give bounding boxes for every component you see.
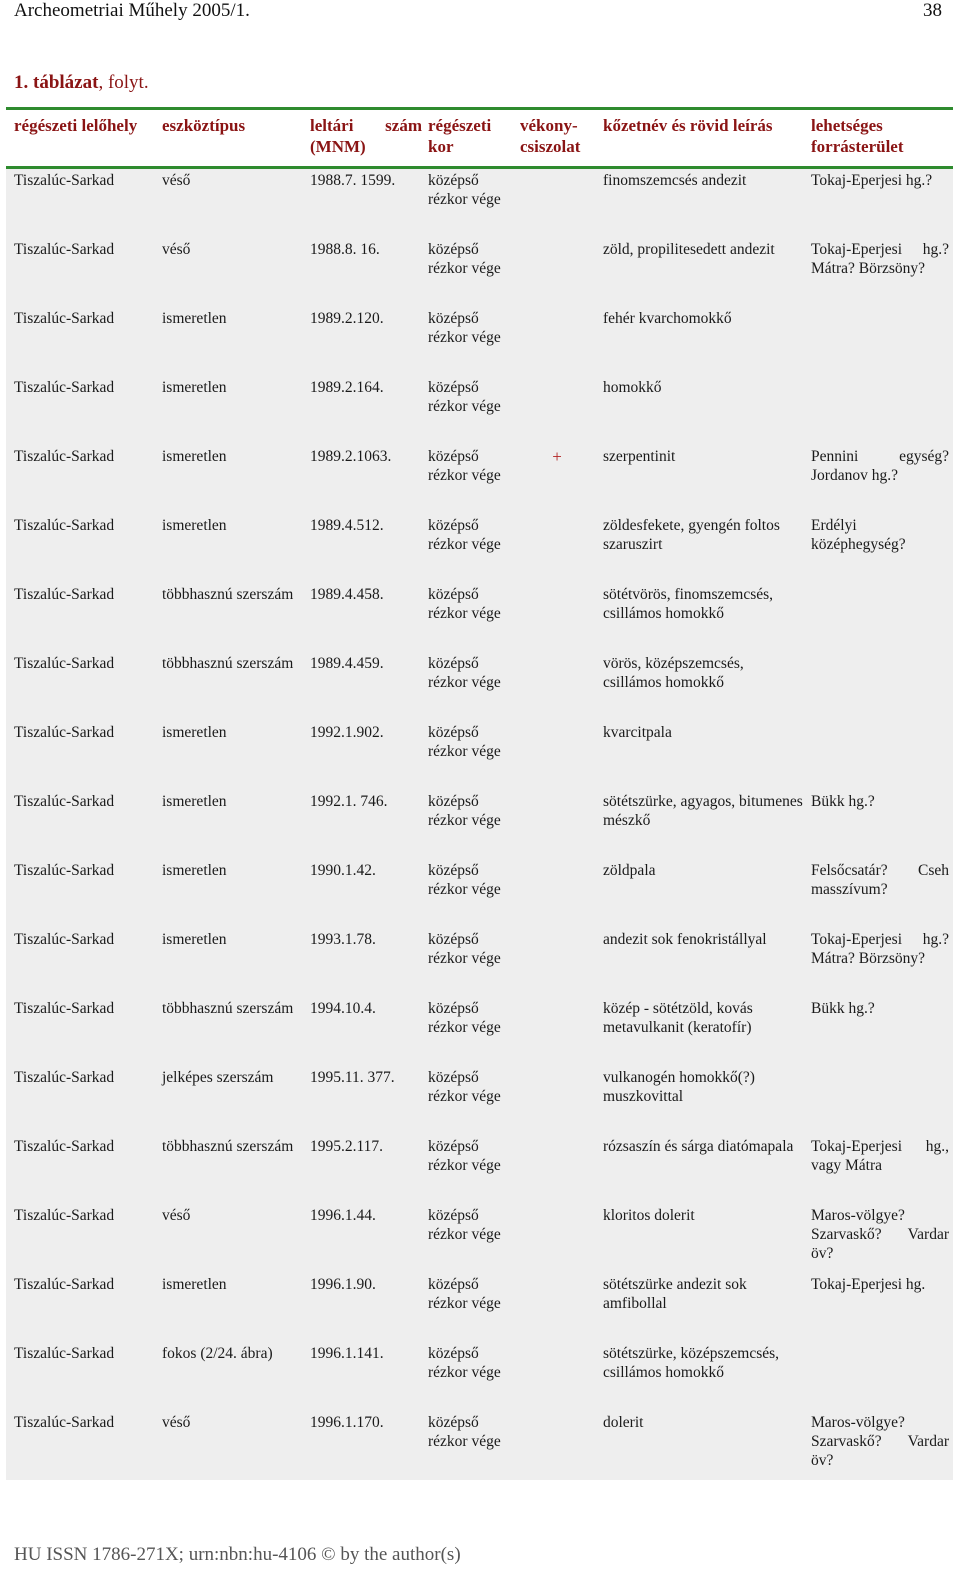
cell-source: Felsőcsatár? Cseh masszívum? bbox=[811, 862, 949, 898]
cell-period: középső rézkor vége bbox=[428, 310, 501, 346]
cell-source: Maros-völgye? Szarvaskő? Vardar öv? bbox=[811, 1414, 949, 1469]
cell-site: Tiszalúc-Sarkad bbox=[14, 586, 115, 603]
table-row bbox=[6, 721, 953, 790]
table-row bbox=[6, 1342, 953, 1411]
cell-period: középső rézkor vége bbox=[428, 862, 501, 898]
cell-rock: sötétvörös, finomszemcsés, csillámos homokkő bbox=[603, 586, 774, 622]
cell-site: Tiszalúc-Sarkad bbox=[14, 1414, 115, 1431]
cell-site: Tiszalúc-Sarkad bbox=[14, 379, 115, 396]
cell-site: Tiszalúc-Sarkad bbox=[14, 724, 115, 741]
cell-rock: sötétszürke, középszemcsés, csillámos homokkő bbox=[603, 1345, 780, 1381]
cell-period: középső rézkor vége bbox=[428, 379, 501, 415]
cell-inventory: 1988.8. 16. bbox=[310, 241, 380, 258]
cell-inventory: 1993.1.78. bbox=[310, 931, 376, 948]
cell-source: Tokaj-Eperjesi hg.? Mátra? Börzsöny? bbox=[811, 931, 949, 967]
cell-rock: homokkő bbox=[603, 379, 662, 396]
table-row bbox=[6, 514, 953, 583]
cell-rock: sötétszürke andezit sok amfibollal bbox=[603, 1276, 747, 1312]
cell-inventory: 1989.4.512. bbox=[310, 517, 384, 534]
cell-rock: kvarcitpala bbox=[603, 724, 672, 741]
cell-source: Bükk hg.? bbox=[811, 793, 875, 810]
cell-rock: finomszemcsés andezit bbox=[603, 172, 747, 189]
table-row bbox=[6, 997, 953, 1066]
cell-site: Tiszalúc-Sarkad bbox=[14, 1345, 115, 1362]
cell-tool-type: ismeretlen bbox=[162, 931, 227, 948]
cell-inventory: 1996.1.90. bbox=[310, 1276, 376, 1293]
cell-rock: sötétszürke, agyagos, bitumenes mészkő bbox=[603, 793, 803, 829]
cell-period: középső rézkor vége bbox=[428, 931, 501, 967]
cell-site: Tiszalúc-Sarkad bbox=[14, 517, 115, 534]
cell-site: Tiszalúc-Sarkad bbox=[14, 448, 115, 465]
cell-period: középső rézkor vége bbox=[428, 655, 501, 691]
table-row bbox=[6, 1273, 953, 1342]
cell-tool-type: ismeretlen bbox=[162, 862, 227, 879]
header-tool-type: eszköztípus bbox=[162, 116, 246, 135]
cell-site: Tiszalúc-Sarkad bbox=[14, 862, 115, 879]
cell-period: középső rézkor vége bbox=[428, 1414, 501, 1450]
cell-site: Tiszalúc-Sarkad bbox=[14, 1276, 115, 1293]
cell-source: Tokaj-Eperjesi hg., vagy Mátra bbox=[811, 1138, 949, 1174]
page-number: 38 bbox=[923, 0, 942, 21]
cell-tool-type: véső bbox=[162, 172, 191, 189]
cell-period: középső rézkor vége bbox=[428, 241, 501, 277]
cell-site: Tiszalúc-Sarkad bbox=[14, 1138, 115, 1155]
cell-tool-type: véső bbox=[162, 241, 191, 258]
table-row bbox=[6, 307, 953, 376]
cell-inventory: 1989.2.1063. bbox=[310, 448, 392, 465]
cell-tool-type: fokos (2/24. ábra) bbox=[162, 1345, 273, 1362]
cell-thin-section: + bbox=[552, 447, 562, 466]
cell-inventory: 1995.11. 377. bbox=[310, 1069, 395, 1086]
page-footer: HU ISSN 1786-271X; urn:nbn:hu-4106 © by the author(s) bbox=[14, 1544, 461, 1565]
cell-period: középső rézkor vége bbox=[428, 724, 501, 760]
cell-period: középső rézkor vége bbox=[428, 517, 501, 553]
cell-site: Tiszalúc-Sarkad bbox=[14, 793, 115, 810]
cell-rock: fehér kvarchomokkő bbox=[603, 310, 732, 327]
table-row bbox=[6, 238, 953, 307]
cell-inventory: 1989.2.120. bbox=[310, 310, 384, 327]
table-body bbox=[6, 169, 953, 1480]
cell-source: Bükk hg.? bbox=[811, 1000, 875, 1017]
cell-inventory: 1996.1.44. bbox=[310, 1207, 376, 1224]
cell-source: Tokaj-Eperjesi hg.? Mátra? Börzsöny? bbox=[811, 241, 949, 277]
cell-site: Tiszalúc-Sarkad bbox=[14, 1000, 115, 1017]
cell-inventory: 1996.1.141. bbox=[310, 1345, 384, 1362]
cell-rock: rózsaszín és sárga diatómapala bbox=[603, 1138, 794, 1155]
cell-rock: dolerit bbox=[603, 1414, 644, 1431]
cell-inventory: 1989.2.164. bbox=[310, 379, 384, 396]
cell-period: középső rézkor vége bbox=[428, 1000, 501, 1036]
table-row bbox=[6, 445, 953, 514]
cell-rock: szerpentinit bbox=[603, 448, 676, 465]
cell-site: Tiszalúc-Sarkad bbox=[14, 1207, 115, 1224]
table-row bbox=[6, 376, 953, 445]
cell-rock: kloritos dolerit bbox=[603, 1207, 695, 1224]
cell-tool-type: ismeretlen bbox=[162, 724, 227, 741]
cell-site: Tiszalúc-Sarkad bbox=[14, 931, 115, 948]
cell-site: Tiszalúc-Sarkad bbox=[14, 1069, 115, 1086]
caption-continued: , folyt. bbox=[98, 72, 149, 93]
table-row bbox=[6, 1204, 953, 1273]
cell-inventory: 1996.1.170. bbox=[310, 1414, 384, 1431]
caption-label: 1. táblázat bbox=[14, 72, 99, 93]
cell-rock: zöldpala bbox=[603, 862, 656, 879]
table-row bbox=[6, 1135, 953, 1204]
table-row bbox=[6, 1411, 953, 1480]
table-row bbox=[6, 169, 953, 238]
header-source: lehetséges forrásterület bbox=[811, 116, 904, 156]
cell-inventory: 1992.1. 746. bbox=[310, 793, 388, 810]
cell-rock: andezit sok fenokristállyal bbox=[603, 931, 767, 948]
header-rock: kőzetnév és rövid leírás bbox=[603, 116, 773, 135]
cell-source: Erdélyi középhegység? bbox=[811, 517, 906, 553]
cell-inventory: 1994.10.4. bbox=[310, 1000, 376, 1017]
cell-tool-type: jelképes szerszám bbox=[162, 1069, 274, 1086]
cell-tool-type: ismeretlen bbox=[162, 793, 227, 810]
cell-period: középső rézkor vége bbox=[428, 586, 501, 622]
cell-tool-type: ismeretlen bbox=[162, 310, 227, 327]
cell-inventory: 1990.1.42. bbox=[310, 862, 376, 879]
header-thin-section: vékony-csiszolat bbox=[520, 116, 581, 156]
data-table bbox=[6, 107, 953, 1480]
cell-period: középső rézkor vége bbox=[428, 793, 501, 829]
cell-period: középső rézkor vége bbox=[428, 172, 501, 208]
cell-rock: zöld, propilitesedett andezit bbox=[603, 241, 775, 258]
cell-period: középső rézkor vége bbox=[428, 1276, 501, 1312]
cell-tool-type: ismeretlen bbox=[162, 517, 227, 534]
cell-period: középső rézkor vége bbox=[428, 1069, 501, 1105]
cell-inventory: 1995.2.117. bbox=[310, 1138, 384, 1155]
cell-tool-type: ismeretlen bbox=[162, 1276, 227, 1293]
cell-period: középső rézkor vége bbox=[428, 1138, 501, 1174]
cell-inventory: 1989.4.459. bbox=[310, 655, 384, 672]
header-site: régészeti lelőhely bbox=[14, 116, 138, 135]
cell-rock: vulkanogén homokkő(?) muszkovittal bbox=[603, 1069, 755, 1105]
cell-period: középső rézkor vége bbox=[428, 1207, 501, 1243]
cell-rock: közép - sötétzöld, kovás metavulkanit (keratofír) bbox=[603, 1000, 753, 1036]
cell-inventory: 1989.4.458. bbox=[310, 586, 384, 603]
table-row bbox=[6, 652, 953, 721]
table-row bbox=[6, 790, 953, 859]
cell-tool-type: véső bbox=[162, 1414, 191, 1431]
table-caption bbox=[14, 72, 149, 94]
cell-rock: zöldesfekete, gyengén foltos szaruszirt bbox=[603, 517, 780, 553]
table-row bbox=[6, 859, 953, 928]
cell-site: Tiszalúc-Sarkad bbox=[14, 310, 115, 327]
table-row bbox=[6, 583, 953, 652]
table-row bbox=[6, 928, 953, 997]
cell-tool-type: ismeretlen bbox=[162, 448, 227, 465]
cell-period: középső rézkor vége bbox=[428, 448, 501, 484]
cell-tool-type: többhasznú szerszám bbox=[162, 1138, 294, 1155]
cell-tool-type: többhasznú szerszám bbox=[162, 586, 294, 603]
cell-source: Pennini egység? Jordanov hg.? bbox=[811, 448, 949, 484]
cell-inventory: 1992.1.902. bbox=[310, 724, 384, 741]
cell-site: Tiszalúc-Sarkad bbox=[14, 241, 115, 258]
cell-tool-type: többhasznú szerszám bbox=[162, 1000, 294, 1017]
cell-period: középső rézkor vége bbox=[428, 1345, 501, 1381]
cell-tool-type: többhasznú szerszám bbox=[162, 655, 294, 672]
cell-tool-type: ismeretlen bbox=[162, 379, 227, 396]
cell-inventory: 1988.7. 1599. bbox=[310, 172, 396, 189]
page-header bbox=[14, 0, 942, 26]
header-inventory: leltári szám (MNM) bbox=[310, 116, 422, 156]
cell-source: Tokaj-Eperjesi hg. bbox=[811, 1276, 926, 1293]
table-row bbox=[6, 1066, 953, 1135]
cell-site: Tiszalúc-Sarkad bbox=[14, 172, 115, 189]
cell-site: Tiszalúc-Sarkad bbox=[14, 655, 115, 672]
journal-title: Archeometriai Műhely 2005/1. bbox=[14, 0, 250, 21]
cell-rock: vörös, középszemcsés, csillámos homokkő bbox=[603, 655, 744, 691]
cell-tool-type: véső bbox=[162, 1207, 191, 1224]
cell-source: Tokaj-Eperjesi hg.? bbox=[811, 172, 933, 189]
cell-source: Maros-völgye? Szarvaskő? Vardar öv? bbox=[811, 1207, 949, 1262]
header-period: régészeti kor bbox=[428, 116, 492, 156]
table-header-row bbox=[6, 110, 953, 169]
